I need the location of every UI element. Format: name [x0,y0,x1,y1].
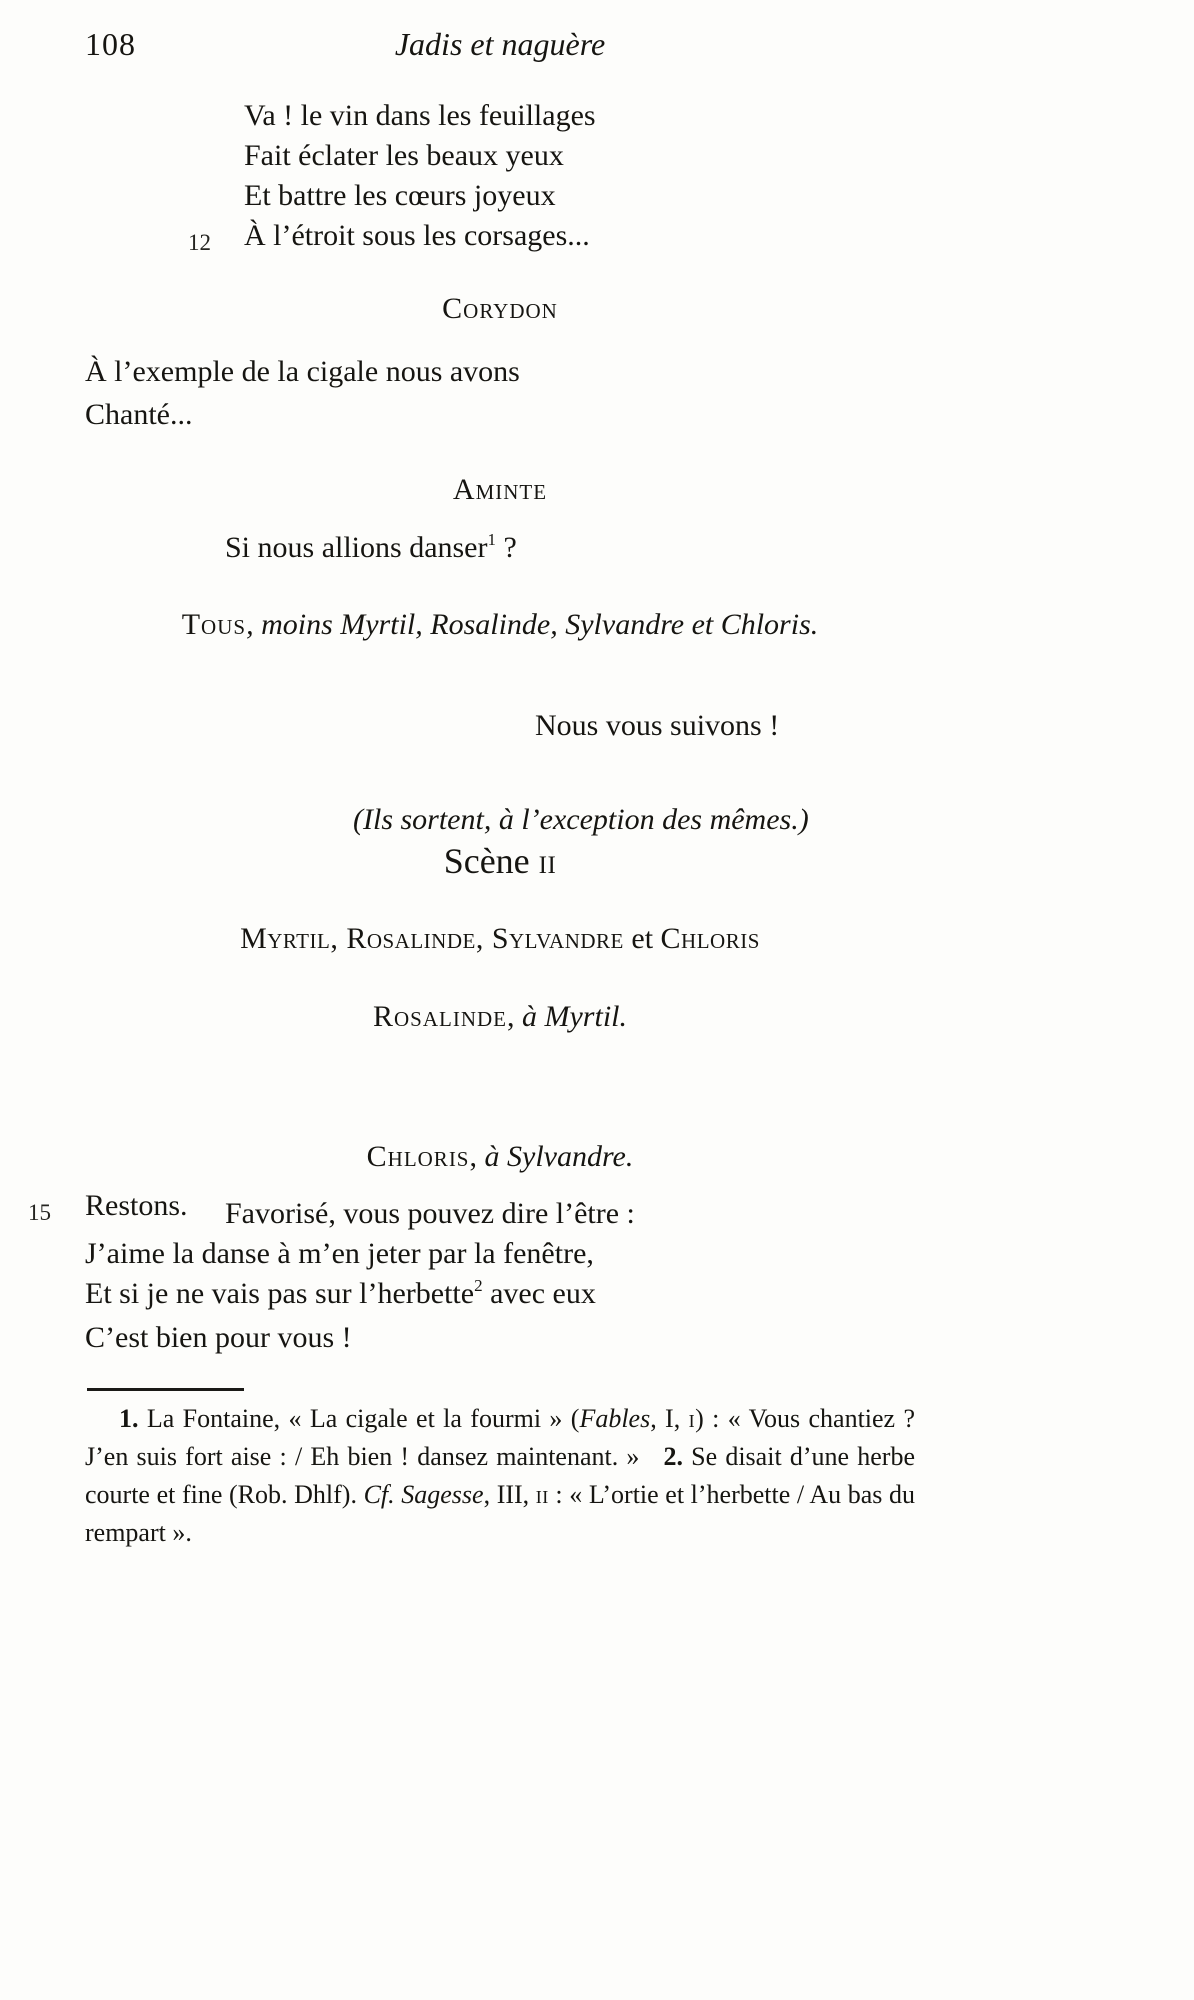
verse-line: Fait éclater les beaux yeux [244,139,564,172]
speaker-heading-corydon: Corydon [442,292,558,325]
verse-line [188,216,596,256]
footnote-1-number: 1. [119,1404,139,1433]
verse-line-text: Restons. [85,1189,188,1222]
footnote-reference-2: 2 [474,1276,483,1295]
footnote-2-number: 2. [663,1442,683,1471]
footnote-1-numeral: i [688,1404,696,1433]
stage-direction-text: (Ils sortent, à l’exception des mêmes.) [353,803,809,836]
cast-conjunction: et [623,922,661,955]
verse-line: À l’exemple de la cigale nous avons [85,355,520,388]
line-number-12: 12 [188,230,211,255]
speaker-name: Rosalinde [373,1000,507,1033]
speaker-heading-rosalinde [85,1000,915,1034]
stage-direction-inline: à Sylvandre. [484,1140,634,1173]
verse-line [85,1274,635,1318]
speaker-name: Tous [181,608,247,641]
stanza-song [188,96,596,256]
separator: , [507,1000,522,1033]
verse-line: Chanté... [85,398,193,431]
cast-names: Myrtil, Rosalinde, Sylvandre [240,922,624,955]
stage-direction-inline: , moins Myrtil, Rosalinde, Sylvandre et Chloris. [246,608,819,641]
verse-line: Et battre les cœurs joyeux [244,179,556,212]
footnote-reference-1: 1 [487,530,496,549]
tous-speech: Nous vous suivons ! [535,709,780,742]
scene-numeral: ii [538,841,557,881]
footnote-1-text: , I, [650,1404,689,1433]
speaker-heading-chloris [85,1140,915,1174]
verse-line: J’aime la danse à m’en jeter par la fenêtre, [85,1237,594,1270]
footnote-1-text: ) : « Vous chantiez ? J’en suis fort aise : / Eh bien ! dansez maintenant. » [85,1404,915,1471]
footnote-1-work-title: Fables [579,1404,651,1433]
text-column [28,0,915,2000]
speaker-heading-aminte: Aminte [452,473,548,506]
verse-line: Va ! le vin dans les feuillages [244,99,596,132]
stage-direction [353,800,1183,840]
footnotes-block [85,1400,915,1552]
corydon-speech [85,350,520,436]
verse-line: C’est bien pour vous ! [85,1321,352,1354]
verse-line-text: ? [496,531,517,564]
verse-line-text: À l’étroit sous les corsages... [244,219,590,252]
page-header [85,26,915,70]
verse-line-text: avec eux [482,1277,596,1310]
verse-line-text: Et si je ne vais pas sur l’herbette [85,1277,475,1310]
footnote-divider [87,1388,244,1391]
scene-cast-list [85,922,915,956]
separator: , [469,1140,485,1173]
scene-label: Scène [443,841,539,881]
footnote-2-text: : « L’ortie et l’herbette / Au bas du rempart ». [85,1480,915,1547]
stage-direction-inline: à Myrtil. [522,1000,627,1033]
line-number-15: 15 [28,1200,51,1225]
cast-name: Chloris [660,922,760,955]
aminte-speech [225,528,1055,572]
speaker-heading-tous [85,608,915,642]
verse-line: Favorisé, vous pouvez dire l’être : [225,1197,635,1230]
page-number: 108 [85,26,136,62]
footnote-2-work-title: Cf. Sagesse [363,1480,484,1509]
scene-heading [85,840,915,882]
footnote-2-text: Se disait d’une herbe courte et fine (Rob. Dhlf). [85,1442,915,1509]
verse-line-text: Si nous allions danser [225,531,488,564]
footnote-2-numeral: ii [535,1480,549,1509]
speaker-name: Chloris [366,1140,470,1173]
footnote-1-text: La Fontaine, « La cigale et la fourmi » ( [138,1404,580,1433]
running-title: Jadis et naguère [394,26,606,62]
footnote-2-text: , III, [483,1480,536,1509]
chloris-speech [85,1194,635,1358]
